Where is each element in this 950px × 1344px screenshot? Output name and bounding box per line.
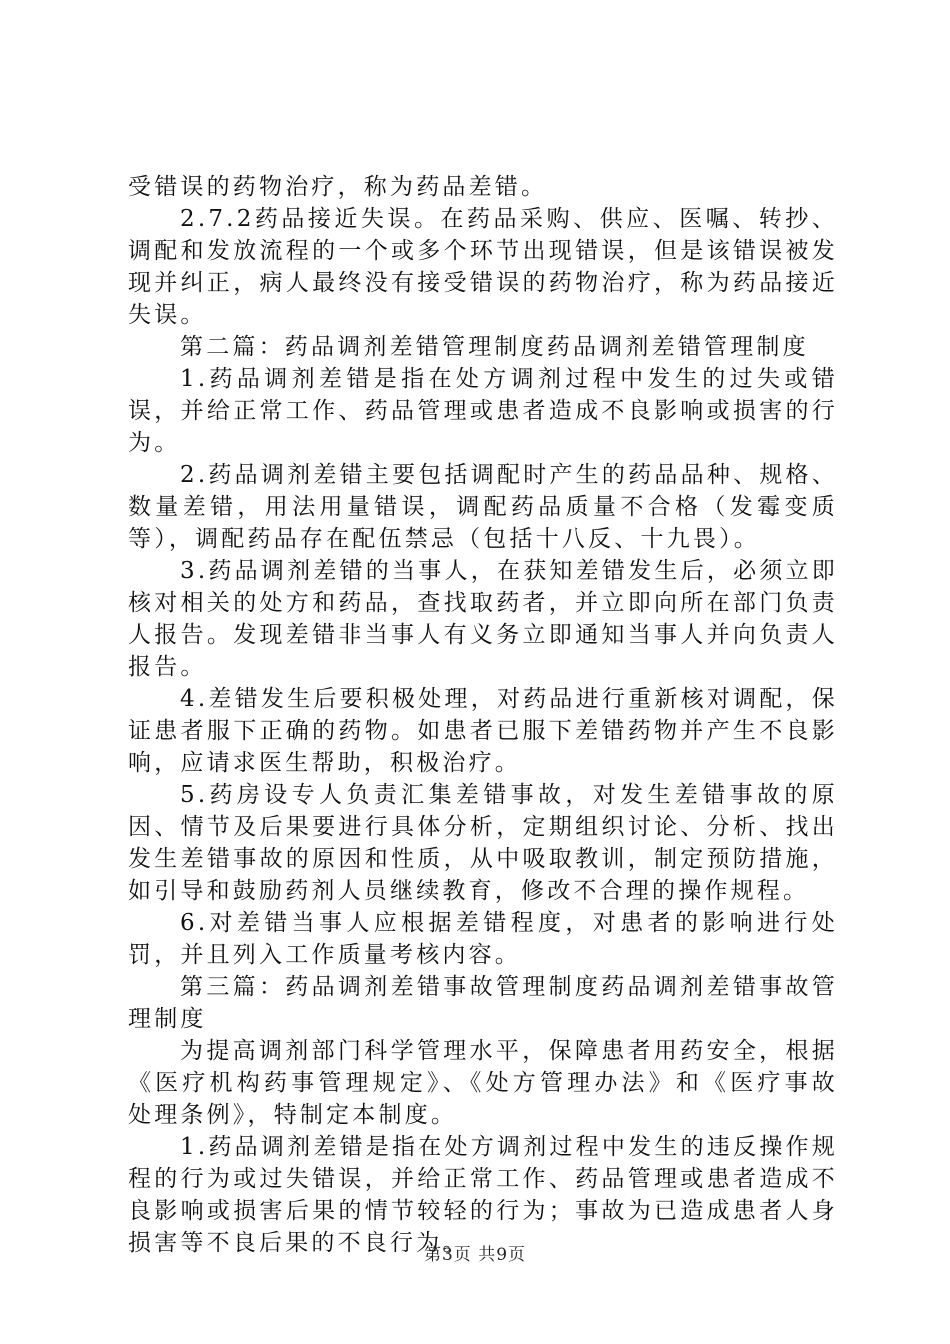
section-heading-part-three: 第三篇：药品调剂差错事故管理制度药品调剂差错事故管理制度 [128, 974, 838, 1032]
paragraph-item-1: 1.药品调剂差错是指在处方调剂过程中发生的过失或错误，并给正常工作、药品管理或患者造成不良影响或损害的行为。 [128, 366, 838, 456]
paragraph-2-7-2: 2.7.2药品接近失误。在药品采购、供应、医嘱、转抄、调配和发放流程的一个或多个环节出现错误，但是该错误被发现并纠正，病人最终没有接受错误的药物治疗，称为药品接近失误。 [128, 206, 838, 328]
document-body [128, 171, 838, 1259]
paragraph-item-2: 2.药品调剂差错主要包括调配时产生的药品品种、规格、数量差错，用法用量错误，调配药品质量不合格（发霉变质等），调配药品存在配伍禁忌（包括十八反、十九畏）。 [128, 462, 838, 552]
paragraph-preamble: 为提高调剂部门科学管理水平，保障患者用药安全，根据《医疗机构药事管理规定》、《处方管理办法》和《医疗事故处理条例》，特制定本制度。 [128, 1038, 838, 1128]
paragraph-item-4: 4.差错发生后要积极处理，对药品进行重新核对调配，保证患者服下正确的药物。如患者已服下差错药物并产生不良影响，应请求医生帮助，积极治疗。 [128, 686, 838, 776]
paragraph-continuation: 受错误的药物治疗，称为药品差错。 [128, 174, 548, 200]
paragraph-part-three-item-1: 1.药品调剂差错是指在处方调剂过程中发生的违反操作规程的行为或过失错误，并给正常工作、药品管理或患者造成不良影响或损害后果的情节较轻的行为；事故为已造成患者人身损害等不良后果的不良行为。 [128, 1134, 838, 1256]
paragraph-item-6: 6.对差错当事人应根据差错程度，对患者的影响进行处罚，并且列入工作质量考核内容。 [128, 910, 838, 968]
page-number-footer: 第3页 共9页 [423, 1245, 527, 1265]
paragraph-item-5: 5.药房设专人负责汇集差错事故，对发生差错事故的原因、情节及后果要进行具体分析，定期组织讨论、分析、找出发生差错事故的原因和性质，从中吸取教训，制定预防措施，如引导和鼓励药剂人员继续教育，修改不合理的操作规程。 [128, 782, 838, 904]
paragraph-item-3: 3.药品调剂差错的当事人，在获知差错发生后，必须立即核对相关的处方和药品，查找取药者，并立即向所在部门负责人报告。发现差错非当事人有义务立即通知当事人并向负责人报告。 [128, 558, 838, 680]
section-heading-part-two: 第二篇：药品调剂差错管理制度药品调剂差错管理制度 [180, 334, 809, 360]
